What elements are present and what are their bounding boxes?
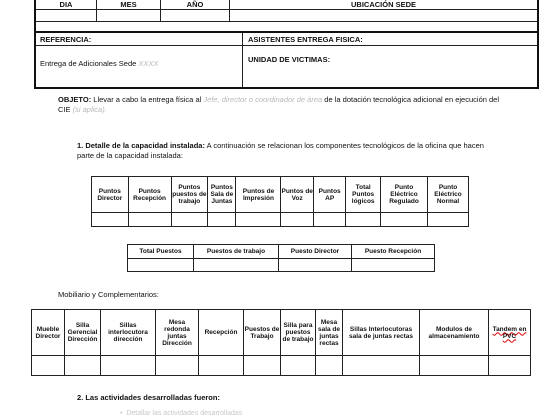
- col-silla-puestos: Silla para puestos de trabajo: [281, 310, 316, 356]
- col-puntos-sala: Puntos Sala de Juntas: [208, 177, 236, 213]
- form-vertical-divider: [242, 33, 243, 87]
- col-sillas-interlocutora: Sillas interlocutora dirección: [101, 310, 156, 356]
- objetivo-placeholder2: (si aplica).: [72, 105, 107, 114]
- cell-value[interactable]: [128, 259, 194, 272]
- section1-title-bold: 1. Detalle de la capacidad instalada:: [77, 141, 205, 150]
- col-electrico-normal: Punto Eléctrico Normal: [428, 177, 469, 213]
- mobiliario-table: [31, 309, 531, 376]
- objetivo-placeholder1: Jefe, director o coordinador de área: [203, 95, 323, 104]
- cell-value[interactable]: [208, 213, 236, 227]
- ano-value[interactable]: [161, 10, 230, 22]
- cell-value[interactable]: [489, 356, 531, 376]
- bullet-placeholder: Detallar las actividades desarrolladas: [126, 410, 243, 417]
- cell-value[interactable]: [244, 356, 281, 376]
- entrega-label: Entrega de Adicionales Sede: [40, 59, 137, 68]
- cell-value[interactable]: [279, 259, 352, 272]
- date-location-table: [36, 0, 537, 22]
- section1-title: [77, 141, 497, 161]
- mobiliario-title: Mobiliario y Complementarios:: [58, 290, 159, 299]
- cell-value[interactable]: [92, 213, 129, 227]
- cell-value[interactable]: [65, 356, 101, 376]
- dia-value[interactable]: [36, 10, 97, 22]
- cell-value[interactable]: [428, 213, 469, 227]
- col-puntos-ap: Puntos AP: [313, 177, 345, 213]
- objetivo-label: OBJETO:: [58, 95, 92, 104]
- puestos-table: [127, 244, 435, 272]
- form-row-divider: [36, 45, 537, 46]
- cell-value[interactable]: [343, 356, 420, 376]
- cell-value[interactable]: [101, 356, 156, 376]
- cell-value[interactable]: [313, 213, 345, 227]
- section2-bullet: [120, 410, 242, 417]
- asistentes-label: ASISTENTES ENTREGA FISICA:: [248, 35, 363, 44]
- col-puesto-recepcion: Puesto Recepción: [352, 245, 435, 259]
- col-total-puntos: Total Puntos lógicos: [346, 177, 381, 213]
- header-form-box: [34, 0, 539, 89]
- bullet-icon: •: [120, 410, 127, 417]
- objetivo-text2: de la dotación tecnológica adicional en ejecución del CIE: [58, 95, 500, 114]
- col-mesa-sala: Mesa sala de juntas rectas: [316, 310, 343, 356]
- cell-value[interactable]: [171, 213, 208, 227]
- ano-header: AÑO: [161, 0, 230, 10]
- col-sillas-sala-juntas: Sillas Interlocutoras sala de juntas rectas: [343, 310, 420, 356]
- col-mueble-director: Mueble Director: [32, 310, 65, 356]
- col-tandem: [489, 310, 531, 356]
- col-puesto-director: Puesto Director: [279, 245, 352, 259]
- cell-value[interactable]: [156, 356, 199, 376]
- cell-value[interactable]: [128, 213, 171, 227]
- section2-title: 2. Las actividades desarrolladas fueron:: [77, 393, 220, 402]
- cell-value[interactable]: [420, 356, 489, 376]
- col-puntos-voz: Puntos de Voz: [281, 177, 313, 213]
- form-divider: [36, 31, 537, 33]
- col-electrico-regulado: Punto Eléctrico Regulado: [380, 177, 427, 213]
- referencia-label: REFERENCIA:: [40, 35, 92, 44]
- objetivo-paragraph: [58, 95, 513, 115]
- cell-value[interactable]: [194, 259, 279, 272]
- tandem-label: Tandem en PVC: [492, 325, 527, 340]
- col-silla-gerencial: Silla Gerencial Dirección: [65, 310, 101, 356]
- dia-header: DIA: [36, 0, 97, 10]
- capacidad-table: [91, 176, 469, 227]
- cell-value[interactable]: [346, 213, 381, 227]
- col-puntos-impresion: Puntos de Impresión: [236, 177, 281, 213]
- entrega-text: [40, 59, 158, 68]
- col-total-puestos: Total Puestos: [128, 245, 194, 259]
- ubicacion-value[interactable]: [230, 10, 538, 22]
- cell-value[interactable]: [281, 356, 316, 376]
- col-puntos-director: Puntos Director: [92, 177, 129, 213]
- col-puntos-puestos: Puntos puestos de trabajo: [171, 177, 208, 213]
- col-recepcion: Recepción: [199, 310, 244, 356]
- cell-value[interactable]: [352, 259, 435, 272]
- mes-header: MES: [97, 0, 161, 10]
- cell-value[interactable]: [281, 213, 313, 227]
- cell-value[interactable]: [32, 356, 65, 376]
- cell-value[interactable]: [199, 356, 244, 376]
- col-mesa-redonda: Mesa redonda juntas Dirección: [156, 310, 199, 356]
- entrega-placeholder: XXXX: [138, 59, 159, 68]
- cell-value[interactable]: [380, 213, 427, 227]
- objetivo-text1: Llevar a cabo la entrega física al: [93, 95, 202, 104]
- cell-value[interactable]: [316, 356, 343, 376]
- col-puestos-trabajo: Puestos de trabajo: [194, 245, 279, 259]
- mes-value[interactable]: [97, 10, 161, 22]
- unidad-label: UNIDAD DE VICTIMAS:: [248, 55, 331, 64]
- cell-value[interactable]: [236, 213, 281, 227]
- ubicacion-header: UBICACIÓN SEDE: [230, 0, 538, 10]
- col-puestos-trabajo: Puestos de Trabajo: [244, 310, 281, 356]
- section1-title-rest: A continuación se relacionan los componentes tecnológicos de la oficina que hacen parte de la capacidad instalada:: [77, 141, 484, 160]
- col-modulos: Modulos de almacenamiento: [420, 310, 489, 356]
- col-puntos-recepcion: Puntos Recepción: [128, 177, 171, 213]
